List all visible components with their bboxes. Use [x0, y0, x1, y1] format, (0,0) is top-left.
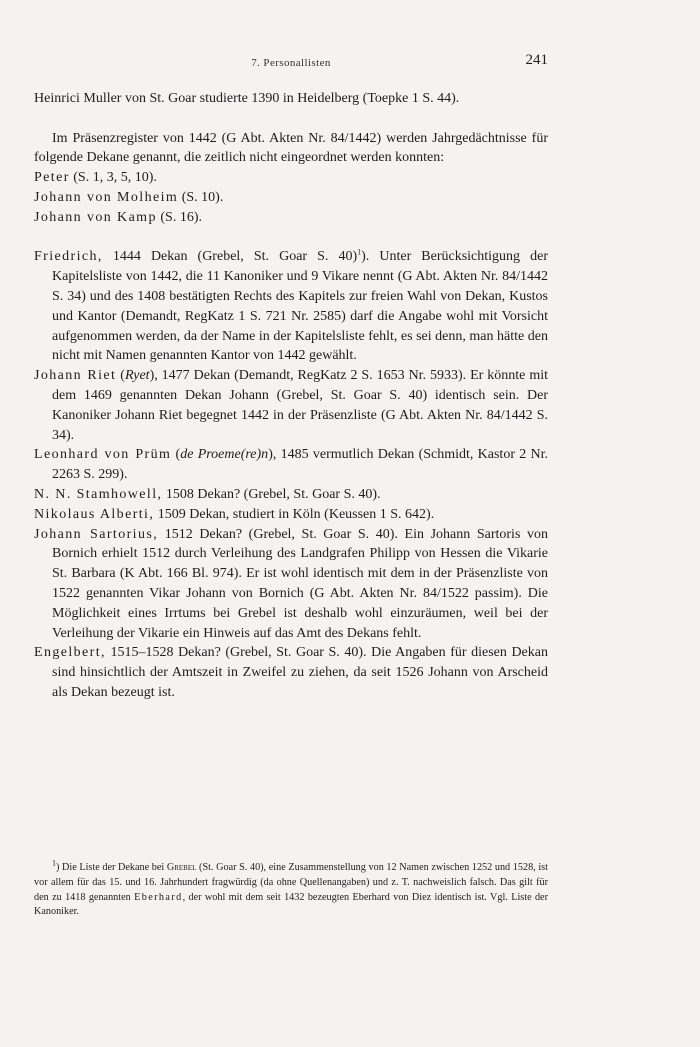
dean-name: Engelbert,	[34, 645, 106, 661]
dean-name: N. N. Stamhowell,	[34, 486, 163, 502]
entry-text: 1508 Dekan? (Grebel, St. Goar S. 40).	[162, 486, 381, 502]
entry-text: 1512 Dekan? (Grebel, St. Goar S. 40). Ein Johann Sartoris von Bornich erhielt 1512 durch Verleihung des Landgrafen Philipp von Hessen die Vikarie St. Barbara (K Abt. 166 Bl. 974). Er ist wohl identisch mit dem in der Präsenzliste von 1522 genannten Vikar Johann von Bornich (G Abt. Akten Nr. 84/1522 passim). Die Möglichkeit eines Irrtums bei Grebel ist deshalb wohl einzuräumen, weil bei der Verleihung der Vikarie ein Hinweis auf das Amt des Dekans fehlt.	[52, 526, 548, 641]
entry-text: (	[116, 368, 125, 384]
list-item	[34, 208, 548, 228]
list-item-text: (S. 1, 3, 5, 10).	[69, 170, 157, 186]
entry-stamhowell	[34, 485, 548, 505]
list-item	[34, 168, 548, 188]
list-item-text: (S. 16).	[156, 209, 203, 225]
name-variant: Ryet	[124, 368, 150, 384]
body-text	[34, 89, 548, 703]
entry-text: 1515–1528 Dekan? (Grebel, St. Goar S. 40). Die Angaben für diesen Dekan sind hinsichtlich der Amtszeit in Zweifel zu ziehen, da seit 1526 Johann von Arscheid als Dekan bezeugt ist.	[52, 645, 548, 700]
entry-alberti	[34, 505, 548, 525]
entry-riet	[34, 366, 548, 445]
footnote-text: (St. Goar S. 40), eine Zusammenstellung von 12 Namen zwischen 1252 und 1528, ist vor allem für das 15. und 16. Jahrhundert fragwürdig (da ohne Quellenangaben) und z. T. nachweislich falsch. Das gilt für den zu 1418 genannten	[34, 862, 548, 903]
list-item	[34, 188, 548, 208]
dean-name: Nikolaus Alberti,	[34, 506, 155, 522]
page-number: 241	[525, 52, 548, 68]
footnote-name: Eberhard	[134, 891, 183, 903]
entry-text: (	[171, 447, 181, 463]
dean-name: Peter	[34, 170, 70, 186]
entry-text: ), 1485 vermutlich Dekan (Schmidt, Kastor 2 Nr. 2263 S. 299).	[52, 447, 548, 483]
dean-name: Friedrich,	[34, 249, 103, 265]
running-head: 7. Personallisten	[251, 57, 331, 69]
entry-text: ), 1477 Dekan (Demandt, RegKatz 2 S. 1653 Nr. 5933). Er könnte mit dem 1469 genannten Dekan Johann (Grebel, St. Goar S. 40) identisch sein. Der Kanoniker Johann Riet begegnet 1442 in der Präsenzliste (G Abt. Akten Nr. 84/1442 S. 34).	[52, 368, 548, 443]
entry-text: 1444 Dekan (Grebel, St. Goar S. 40)	[102, 249, 358, 265]
entry-pruem	[34, 445, 548, 485]
dean-name: Leonhard von Prüm	[34, 447, 172, 463]
entry-text: ). Unter Berücksichtigung der Kapitelsliste von 1442, die 11 Kanoniker und 9 Vikare nennt (G Abt. Akten Nr. 84/1442 S. 34) und des 1408 bestätigten Rechts des Kapitels zur freien Wahl von Dekan, Kustos und Kantor (Demandt, RegKatz 1 S. 721 Nr. 2585) darf die Angabe wohl mit Vorsicht aufgenommen werden, da der Name in der Kapitelsliste fehlt, es sei denn, man hätte den nicht mit Namen genannten Kantor von 1442 gewählt.	[52, 249, 548, 364]
footnote-marker[interactable]: 1	[357, 247, 362, 257]
entry-engelbert	[34, 643, 548, 702]
entry-text: 1509 Dekan, studiert in Köln (Keussen 1 S. 642).	[154, 506, 435, 522]
list-item-text: (S. 10).	[178, 189, 224, 205]
page-header	[34, 52, 548, 72]
footnote-text: ) Die Liste der Dekane bei	[56, 862, 167, 873]
entry-sartorius	[34, 525, 548, 644]
footnote-author: Grebel	[166, 862, 197, 873]
dean-name: Johann Riet	[34, 368, 117, 384]
footnote-number: 1	[52, 858, 56, 868]
footnote-text: , der wohl mit dem seit 1432 bezeugten Eberhard von Diez identisch ist. Vgl. Liste der Kanoniker.	[34, 891, 548, 918]
entry-heinrici: Heinrici Muller von St. Goar studierte 1390 in Heidelberg (Toepke 1 S. 44).	[34, 91, 460, 106]
dean-name: Johann von Molheim	[34, 189, 179, 205]
dean-name: Johann von Kamp	[34, 209, 157, 225]
intro-paragraph: Im Präsenzregister von 1442 (G Abt. Akten Nr. 84/1442) werden Jahrgedächtnisse für folgende Dekane genannt, die zeitlich nicht eingeordnet werden konnten:	[34, 130, 548, 166]
dean-name: Johann Sartorius,	[34, 526, 159, 542]
name-variant: de Proeme(re)n	[180, 447, 269, 463]
footnote	[34, 858, 548, 920]
entry-friedrich	[34, 247, 548, 366]
